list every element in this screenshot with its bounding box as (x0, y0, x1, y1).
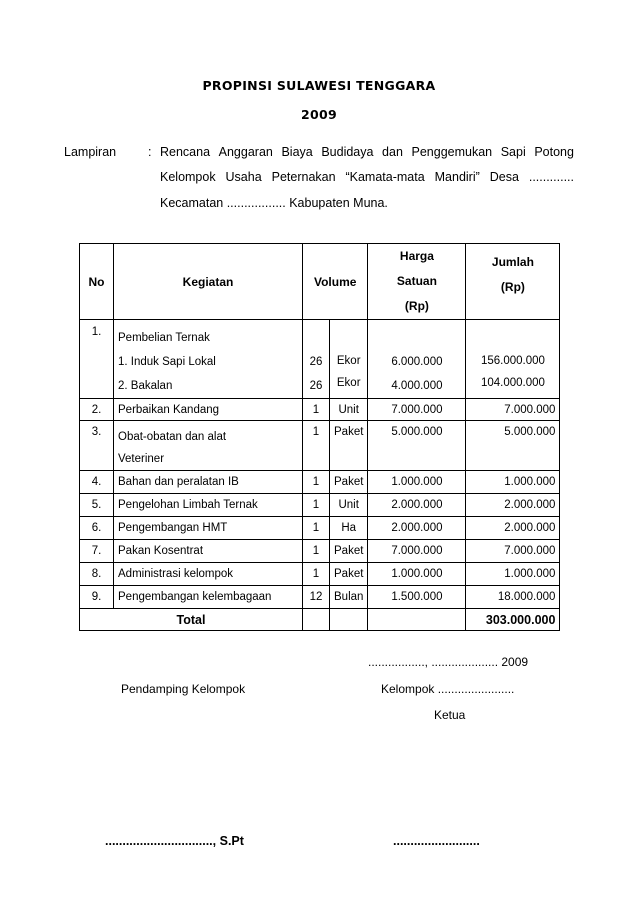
harga: 6.000.000 (391, 356, 443, 368)
header-volume: Volume (303, 244, 368, 320)
table-row (80, 494, 560, 517)
word: Penggemukan (411, 145, 493, 159)
kegiatan-line: Veteriner (118, 453, 165, 465)
signature-ketua: ......................... (393, 834, 480, 848)
cell-harga: 7.000.000 (368, 540, 466, 563)
cell-unit: Paket (330, 421, 368, 471)
cell-unit: Paket (330, 540, 368, 563)
cell-kegiatan: Pengembangan kelembagaan (114, 586, 303, 609)
unit: Ekor (336, 355, 361, 367)
cell-unit: Paket (330, 471, 368, 494)
word: Rencana (160, 145, 211, 159)
word: Budidaya (321, 145, 374, 159)
word: Desa (489, 170, 519, 184)
cell-jumlah: 1.000.000 (466, 471, 560, 494)
word: ............. (528, 170, 574, 184)
table-row (80, 540, 560, 563)
signature-pendamping: ..............................., S.Pt (105, 834, 244, 848)
unit: Ekor (336, 377, 361, 389)
lampiran-line-1 (160, 145, 574, 159)
document-title: PROPINSI SULAWESI TENGGARA (202, 78, 436, 93)
date-line: ................., .................... 2009 (368, 655, 529, 669)
jumlah: 104.000.000 (480, 377, 545, 389)
cell-qty: 1 (303, 494, 330, 517)
table-header-row (80, 244, 560, 320)
word: Peternakan (271, 170, 336, 184)
lampiran-label: Lampiran (64, 145, 117, 159)
cell-harga: 5.000.000 (368, 421, 466, 471)
cell-kegiatan (114, 421, 303, 471)
word: “Kamata-mata (345, 170, 425, 184)
kegiatan-sub: 2. Bakalan (118, 380, 173, 392)
table-row (80, 563, 560, 586)
header-harga-line: Satuan (396, 274, 437, 288)
header-jumlah-line: Jumlah (491, 255, 534, 269)
cell-unit: Unit (330, 399, 368, 421)
cell-jumlah: 7.000.000 (466, 399, 560, 421)
cell-qty: 1 (303, 563, 330, 586)
table-row (80, 517, 560, 540)
cell-unit: Unit (330, 494, 368, 517)
cell-qty: 1 (303, 399, 330, 421)
ketua-label: Ketua (434, 708, 466, 722)
word: Biaya (281, 145, 313, 159)
cell-kegiatan (114, 320, 303, 399)
cell-qty: 1 (303, 517, 330, 540)
cell-kegiatan: Pengembangan HMT (114, 517, 303, 540)
cell-harga: 1.000.000 (368, 471, 466, 494)
word: Anggaran (218, 145, 273, 159)
table-row (80, 586, 560, 609)
cell-unit: Paket (330, 563, 368, 586)
qty: 26 (309, 380, 323, 392)
word: Kelompok (160, 170, 216, 184)
lampiran-line-3: Kecamatan ................. Kabupaten Muna. (160, 196, 388, 210)
cell-unit: Bulan (330, 586, 368, 609)
word: Potong (534, 145, 574, 159)
kegiatan-sub: 1. Induk Sapi Lokal (118, 356, 216, 368)
header-no: No (80, 244, 114, 320)
cell-qty (303, 320, 330, 399)
cell-jumlah: 2.000.000 (466, 494, 560, 517)
lampiran-colon: : (148, 145, 152, 159)
cell-jumlah: 5.000.000 (466, 421, 560, 471)
cell-jumlah (466, 320, 560, 399)
cell-kegiatan: Pengelohan Limbah Ternak (114, 494, 303, 517)
cell-kegiatan: Administrasi kelompok (114, 563, 303, 586)
cell-qty: 1 (303, 540, 330, 563)
kegiatan-line: Obat-obatan dan alat (118, 431, 227, 443)
cell-unit: Ha (330, 517, 368, 540)
qty: 26 (309, 356, 323, 368)
cell-qty: 12 (303, 586, 330, 609)
lampiran-line-2 (160, 170, 574, 184)
harga: 4.000.000 (391, 380, 443, 392)
cell-harga: 1.500.000 (368, 586, 466, 609)
cell-qty: 1 (303, 421, 330, 471)
header-harga (368, 244, 466, 320)
cell-no: 6. (80, 517, 114, 540)
total-value: 303.000.000 (466, 609, 560, 631)
cell-jumlah: 1.000.000 (466, 563, 560, 586)
cell-no: 7. (80, 540, 114, 563)
header-harga-line: (Rp) (404, 299, 429, 313)
cell-no: 5. (80, 494, 114, 517)
cell-kegiatan: Bahan dan peralatan IB (114, 471, 303, 494)
cell-no: 9. (80, 586, 114, 609)
cell-kegiatan: Pakan Kosentrat (114, 540, 303, 563)
cell-no: 1. (80, 320, 114, 399)
cell-harga (368, 320, 466, 399)
total-row (80, 609, 560, 631)
table-row (80, 421, 560, 471)
kegiatan-title: Pembelian Ternak (118, 332, 210, 344)
cell-harga: 1.000.000 (368, 563, 466, 586)
cell-jumlah: 2.000.000 (466, 517, 560, 540)
jumlah: 156.000.000 (480, 355, 545, 367)
total-label: Total (80, 609, 303, 631)
empty-cell (303, 609, 330, 631)
header-jumlah-line: (Rp) (500, 280, 525, 294)
word: Usaha (225, 170, 262, 184)
budget-table (79, 243, 560, 631)
table-row (80, 320, 560, 399)
cell-no: 8. (80, 563, 114, 586)
header-harga-line: Harga (399, 249, 434, 263)
cell-harga: 2.000.000 (368, 494, 466, 517)
document-year: 2009 (301, 107, 337, 122)
cell-harga: 2.000.000 (368, 517, 466, 540)
header-kegiatan: Kegiatan (114, 244, 303, 320)
word: Sapi (500, 145, 526, 159)
cell-no: 2. (80, 399, 114, 421)
cell-jumlah: 18.000.000 (466, 586, 560, 609)
empty-cell (368, 609, 466, 631)
cell-no: 3. (80, 421, 114, 471)
table-row (80, 471, 560, 494)
pendamping-label: Pendamping Kelompok (121, 682, 246, 696)
header-jumlah (466, 244, 560, 320)
empty-cell (330, 609, 368, 631)
word: dan (382, 145, 403, 159)
cell-jumlah: 7.000.000 (466, 540, 560, 563)
table-row (80, 399, 560, 421)
kelompok-label: Kelompok ....................... (381, 682, 515, 696)
cell-harga: 7.000.000 (368, 399, 466, 421)
cell-no: 4. (80, 471, 114, 494)
cell-unit (330, 320, 368, 399)
cell-kegiatan: Perbaikan Kandang (114, 399, 303, 421)
word: Mandiri” (434, 170, 480, 184)
cell-qty: 1 (303, 471, 330, 494)
